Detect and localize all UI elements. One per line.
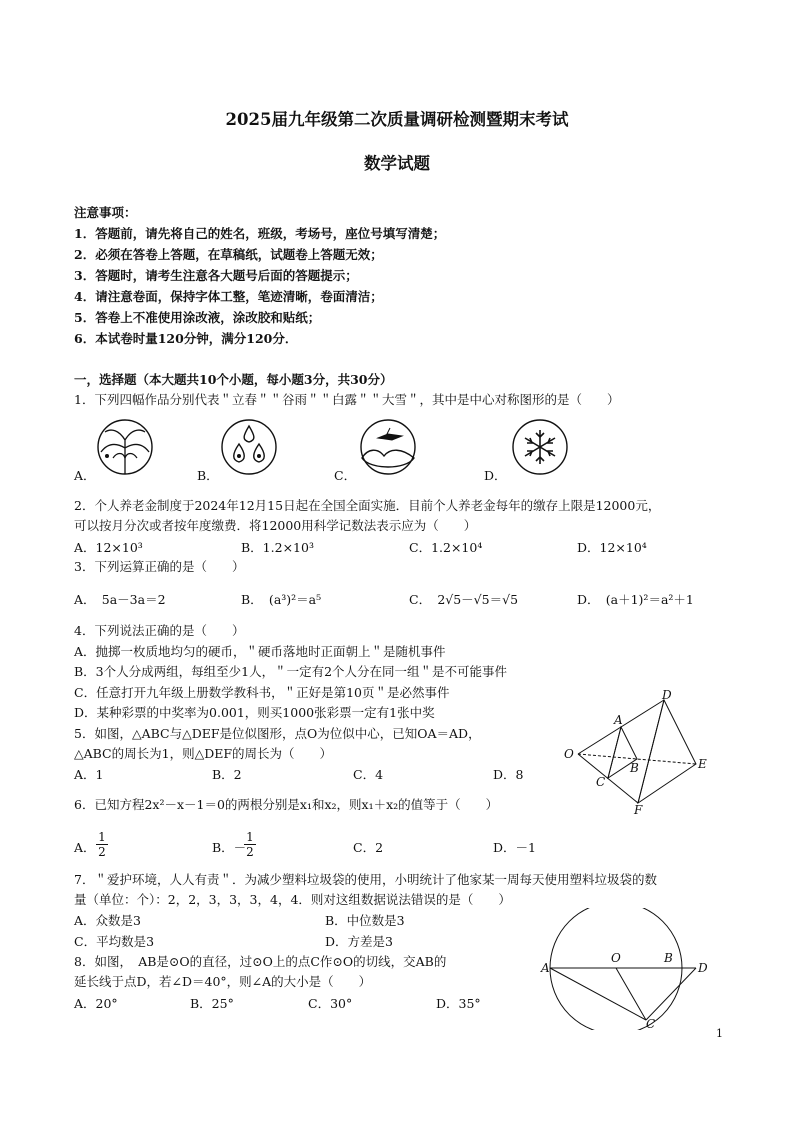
q8-option-b: B．25° xyxy=(190,996,234,1011)
q5-line1: 5．如图，△ABC与△DEF是位似图形，点O为位似中心，已知OA＝AD， xyxy=(74,726,481,741)
page-number: 1 xyxy=(716,1027,723,1040)
q2-option-a: A．12×10³ xyxy=(74,540,143,555)
notice-item: 5．答卷上不准使用涂改液，涂改胶和贴纸； xyxy=(74,310,321,325)
q3-option-b: B． (a³)²＝a⁵ xyxy=(241,592,322,607)
q3-option-a: A． 5a－3a＝2 xyxy=(74,592,166,607)
q6-option-b-label: B．－ xyxy=(212,840,247,855)
q5-label-d: D xyxy=(662,690,672,702)
q5-label-c: C xyxy=(596,775,606,789)
exam-title: 2025届九年级第二次质量调研检测暨期末考试 xyxy=(225,110,569,129)
q6-option-d: D．－1 xyxy=(493,840,536,855)
bailu-icon xyxy=(356,418,420,476)
q2-option-c: C．1.2×10⁴ xyxy=(409,540,483,555)
q2-line1: 2．个人养老金制度于2024年12月15日起在全国全面实施．目前个人养老金每年的缴存上限是12000元， xyxy=(74,498,661,513)
guyu-icon xyxy=(218,418,280,476)
q6-option-a-label: A． xyxy=(74,840,96,855)
q4-option-a: A．抛掷一枚质地均匀的硬币，＂硬币落地时正面朝上＂是随机事件 xyxy=(74,644,446,659)
q4-stem: 4．下列说法正确的是（ ） xyxy=(74,623,245,638)
daxue-icon xyxy=(508,418,572,476)
section-heading: 一，选择题（本大题共10个小题，每小题3分，共30分） xyxy=(74,372,393,387)
q5-option-a: A．1 xyxy=(74,767,104,782)
q1-option-c: C． xyxy=(334,468,357,483)
q8-label-d: D xyxy=(698,961,708,975)
q8-line1: 8．如图， AB是⊙O的直径，过⊙O上的点C作⊙O的切线，交AB的 xyxy=(74,954,447,969)
q8-label-b: B xyxy=(664,951,673,965)
q5-homothety-figure xyxy=(560,690,720,815)
q5-option-d: D．8 xyxy=(493,767,524,782)
notice-item: 2．必须在答卷上答题，在草稿纸，试题卷上答题无效； xyxy=(74,247,383,262)
q5-label-e: E xyxy=(698,757,707,771)
q6-option-b-fraction xyxy=(244,830,256,859)
q3-option-d: D． (a＋1)²＝a²＋1 xyxy=(577,592,694,607)
q1-option-b: B． xyxy=(197,468,219,483)
q8-line2: 延长线于点D，若∠D＝40°，则∠A的大小是（ ） xyxy=(74,974,372,989)
q5-option-c: C．4 xyxy=(353,767,384,782)
q3-stem: 3．下列运算正确的是（ ） xyxy=(74,559,245,574)
q7-option-c: C．平均数是3 xyxy=(74,934,155,949)
q5-line2: △ABC的周长为1，则△DEF的周长为（ ） xyxy=(74,746,333,761)
q7-option-d: D．方差是3 xyxy=(325,934,393,949)
notice-item: 1．答题前，请先将自己的姓名，班级，考场号，座位号填写清楚； xyxy=(74,226,446,241)
q8-circle-tangent-figure xyxy=(538,908,718,1030)
q2-option-d: D．12×10⁴ xyxy=(577,540,647,555)
lichun-icon xyxy=(93,418,157,476)
q8-option-a: A．20° xyxy=(74,996,118,1011)
q6-option-a-fraction xyxy=(96,830,108,859)
q6-option-b-denominator: 2 xyxy=(244,844,256,859)
q6-option-a-numerator: 1 xyxy=(98,830,106,844)
q1-option-d: D． xyxy=(484,468,507,483)
notice-item: 6．本试卷时量120分钟，满分120分． xyxy=(74,331,298,346)
q7-option-b: B．中位数是3 xyxy=(325,913,405,928)
q6-option-b-numerator: 1 xyxy=(246,830,254,844)
q5-label-f: F xyxy=(634,803,643,815)
q5-label-o: O xyxy=(564,747,574,761)
q6-stem: 6．已知方程2x²－x－1＝0的两根分别是x₁和x₂，则x₁＋x₂的值等于（ ） xyxy=(74,797,499,812)
q7-line2: 量（单位：个）：2，2，3，3，3，4，4．则对这组数据说法错误的是（ ） xyxy=(74,892,511,907)
q2-option-b: B．1.2×10³ xyxy=(241,540,314,555)
q3-option-c: C． 2√5－√5＝√5 xyxy=(409,592,519,607)
q8-label-c: C xyxy=(646,1017,656,1030)
q4-option-c: C．任意打开九年级上册数学教科书，＂正好是第10页＂是必然事件 xyxy=(74,685,450,700)
q8-label-a: A xyxy=(541,961,550,975)
q2-line2: 可以按月分次或者按年度缴费．将12000用科学记数法表示应为（ ） xyxy=(74,518,477,533)
q1-option-a: A． xyxy=(74,468,96,483)
notice-heading: 注意事项： xyxy=(74,205,137,220)
q6-option-a-denominator: 2 xyxy=(96,844,108,859)
q7-option-a: A．众数是3 xyxy=(74,913,141,928)
q5-option-b: B．2 xyxy=(212,767,242,782)
exam-subtitle: 数学试题 xyxy=(364,154,430,173)
q4-option-d: D．某种彩票的中奖率为0.001，则买1000张彩票一定有1张中奖 xyxy=(74,705,435,720)
q5-label-b: B xyxy=(630,761,639,775)
q1-stem: 1．下列四幅作品分别代表＂立春＂＂谷雨＂＂白露＂＂大雪＂，其中是中心对称图形的是（ ） xyxy=(74,392,620,407)
q8-option-c: C．30° xyxy=(308,996,353,1011)
q7-line1: 7．＂爱护环境，人人有责＂．为减少塑料垃圾袋的使用，小明统计了他家某一周每天使用塑料垃圾袋的数 xyxy=(74,872,657,887)
q4-option-b: B．3个人分成两组，每组至少1人，＂一定有2个人分在同一组＂是不可能事件 xyxy=(74,664,508,679)
q8-label-o: O xyxy=(611,951,621,965)
q5-label-a: A xyxy=(614,713,623,727)
notice-item: 4．请注意卷面，保持字体工整，笔迹清晰，卷面清洁； xyxy=(74,289,383,304)
q8-option-d: D．35° xyxy=(436,996,481,1011)
q6-option-c: C．2 xyxy=(353,840,384,855)
notice-item: 3．答题时，请考生注意各大题号后面的答题提示； xyxy=(74,268,358,283)
